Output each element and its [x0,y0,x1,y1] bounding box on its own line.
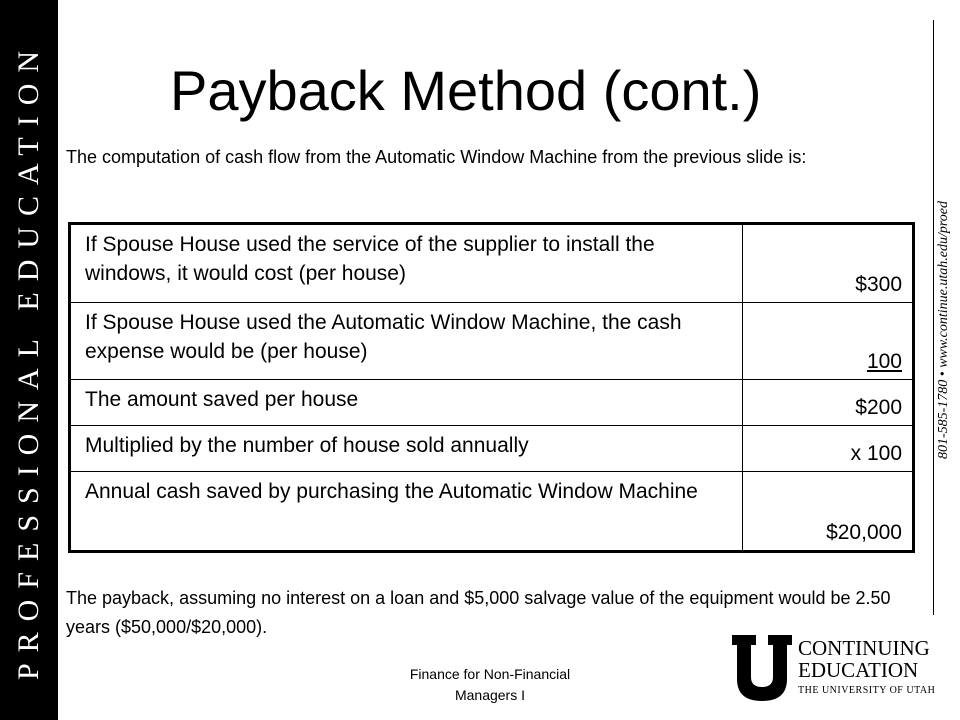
row-value: x 100 [743,426,914,472]
university-logo [730,633,942,703]
right-divider [933,20,934,615]
intro-text: The computation of cash flow from the Automatic Window Machine from the previous slide is: [66,147,807,167]
table-row [70,472,914,552]
block-u-icon [730,633,794,703]
footer [340,664,640,706]
row-label: Multiplied by the number of house sold annually [70,426,743,472]
slide-title: Payback Method (cont.) [170,59,762,122]
payback-text: The payback, assuming no interest on a loan and $5,000 salvage value of the equipment would be 2.50 years ($50,000/$20,000). [66,588,891,637]
logo-wordmark [798,637,930,681]
table-row [70,224,914,303]
row-label: If Spouse House used the service of the supplier to install the windows, it would cost (per house) [70,224,743,303]
logo-line-1: CONTINUING [798,636,930,660]
row-value: $200 [743,380,914,426]
contact-text: 801-585-1780 • www.continue.utah.edu/proed [936,200,951,460]
row-value-cell [743,303,914,380]
row-value: $20,000 [743,472,914,552]
row-label: If Spouse House used the Automatic Window Machine, the cash expense would be (per house) [70,303,743,380]
row-value: 100 [866,350,902,373]
logo-line-3: THE UNIVERSITY OF UTAH [798,685,936,696]
logo-line-2: EDUCATION [798,658,919,682]
row-label: Annual cash saved by purchasing the Automatic Window Machine [70,472,743,552]
row-label: The amount saved per house [70,380,743,426]
left-brand-band [0,0,58,720]
footer-line-1: Finance for Non-Financial [409,666,571,682]
table-row [70,380,914,426]
professional-education-text: PROFESSIONAL EDUCATION [12,39,45,681]
table-row [70,303,914,380]
table-row [70,426,914,472]
row-value: $300 [743,224,914,303]
cash-flow-table [68,222,915,553]
footer-line-2: Managers I [454,687,526,703]
